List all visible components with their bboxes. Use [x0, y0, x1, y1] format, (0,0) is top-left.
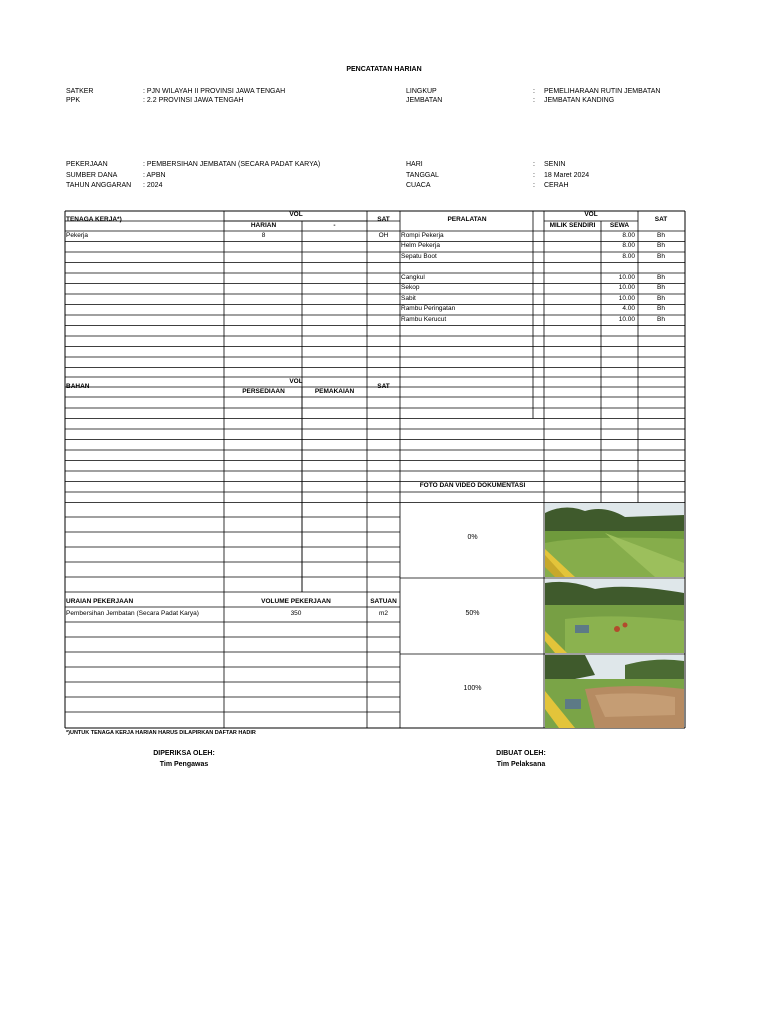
footnote: *)UNTUK TENAGA KERJA HARIAN HARUS DILAPIRKAN DAFTAR HADIR [66, 730, 256, 736]
tanggal-sep: : [533, 171, 535, 179]
tenaga-row-sat: OH [378, 232, 389, 239]
sumber-dana-value: : APBN [143, 171, 166, 179]
peralatan-row-sewa: 8.00 [622, 242, 635, 250]
peralatan-row-sat: Bh [657, 273, 665, 281]
cuaca-value: CERAH [544, 182, 569, 189]
peralatan-row-name: Sekop [401, 284, 420, 292]
tenaga-dash-header: - [333, 222, 336, 229]
peralatan-row-sat: Bh [657, 252, 665, 260]
tenaga-harian-header: HARIAN [250, 222, 277, 229]
lingkup-sep: : [533, 88, 535, 95]
peralatan-header: PERALATAN [447, 216, 487, 223]
peralatan-row-sewa: 10.00 [618, 284, 635, 292]
foto-header: FOTO DAN VIDEO DOKUMENTASI [419, 482, 526, 489]
checked-by-name: Tim Pengawas [159, 761, 209, 768]
hari-sep: : [533, 161, 535, 168]
progress-50: 50% [465, 610, 480, 617]
uraian-header: URAIAN PEKERJAAN [66, 598, 134, 605]
ppk-value: : 2.2 PROVINSI JAWA TENGAH [143, 97, 244, 104]
uraian-volume-header: VOLUME PEKERJAAN [261, 598, 331, 605]
peralatan-row-name: Rompi Pekerja [401, 232, 444, 239]
peralatan-row-sewa: 10.00 [618, 294, 635, 302]
bahan-sat-header: SAT [377, 383, 390, 390]
pekerjaan-label: PEKERJAAN [66, 161, 108, 168]
bahan-pemakaian-header: PEMAKAIAN [314, 388, 355, 395]
uraian-row-satuan: m2 [378, 610, 389, 617]
progress-0: 0% [467, 534, 478, 541]
peralatan-row-sat: Bh [657, 305, 665, 313]
made-by-label: DIBUAT OLEH: [496, 750, 546, 757]
bahan-vol-header: VOL [289, 378, 303, 385]
peralatan-row-sat: Bh [657, 315, 665, 323]
checked-by-label: DIPERIKSA OLEH: [153, 750, 215, 757]
uraian-satuan-header: SATUAN [370, 598, 397, 605]
peralatan-row-sewa: 10.00 [618, 315, 635, 323]
peralatan-row-sat: Bh [657, 232, 665, 239]
peralatan-row-name: Sabit [401, 294, 416, 302]
sumber-dana-label: SUMBER DANA [66, 171, 118, 179]
tenaga-row-harian: 8 [261, 232, 266, 239]
uraian-row-name: Pembersihan Jembatan (Secara Padat Karya) [66, 610, 199, 617]
lingkup-value: PEMELIHARAAN RUTIN JEMBATAN [544, 88, 661, 95]
peralatan-sewa-header: SEWA [609, 222, 630, 229]
uraian-row-volume: 350 [290, 610, 302, 617]
peralatan-row-name: Cangkul [401, 273, 425, 281]
bahan-persediaan-header: PERSEDIAAN [242, 388, 285, 395]
hari-value: SENIN [544, 161, 566, 168]
tanggal-label: TANGGAL [406, 171, 439, 179]
peralatan-row-name: Rambu Kerucut [401, 315, 447, 323]
peralatan-row-sewa: 8.00 [622, 232, 635, 239]
peralatan-row-sat: Bh [657, 294, 665, 302]
peralatan-milik-header: MILIK SENDIRI [549, 222, 596, 229]
page-title: PENCATATAN HARIAN [346, 66, 422, 73]
peralatan-row-sat: Bh [657, 242, 665, 250]
made-by-name: Tim Pelaksana [496, 761, 546, 768]
hari-label: HARI [406, 161, 423, 168]
pekerjaan-value: : PEMBERSIHAN JEMBATAN (SECARA PADAT KARYA) [143, 161, 321, 168]
jembatan-sep: : [533, 97, 535, 104]
peralatan-row-sewa: 4.00 [622, 305, 635, 313]
peralatan-sat-header: SAT [654, 216, 668, 223]
ppk-label: PPK [66, 97, 81, 104]
progress-100: 100% [463, 685, 482, 692]
tahun-anggaran-label: TAHUN ANGGARAN [66, 182, 132, 189]
jembatan-value: JEMBATAN KANDING [544, 97, 615, 104]
satker-value: : PJN WILAYAH II PROVINSI JAWA TENGAH [143, 88, 286, 95]
lingkup-label: LINGKUP [406, 88, 437, 95]
tenaga-sat-header: SAT [377, 216, 390, 223]
jembatan-label: JEMBATAN [406, 97, 443, 104]
photo-50-percent [545, 579, 684, 653]
tenaga-header: TENAGA KERJA*) [66, 216, 122, 223]
peralatan-row-name: Sepatu Boot [401, 252, 437, 260]
tanggal-value: 18 Maret 2024 [544, 171, 590, 179]
peralatan-row-sewa: 8.00 [622, 252, 635, 260]
photo-0-percent [545, 503, 684, 577]
peralatan-row-name: Rambu Peringatan [401, 305, 456, 313]
peralatan-row-sewa: 10.00 [618, 273, 635, 281]
peralatan-vol-header: VOL [584, 211, 598, 218]
tahun-anggaran-value: : 2024 [143, 182, 163, 189]
bahan-header: BAHAN [66, 383, 90, 390]
satker-label: SATKER [66, 88, 94, 95]
peralatan-row-name: Helm Pekerja [401, 242, 441, 250]
tenaga-row-name: Pekerja [66, 232, 89, 239]
peralatan-row-sat: Bh [657, 284, 665, 292]
photo-100-percent [545, 655, 684, 728]
cuaca-label: CUACA [406, 182, 431, 189]
cuaca-sep: : [533, 182, 535, 189]
tenaga-vol-header: VOL [289, 211, 303, 218]
